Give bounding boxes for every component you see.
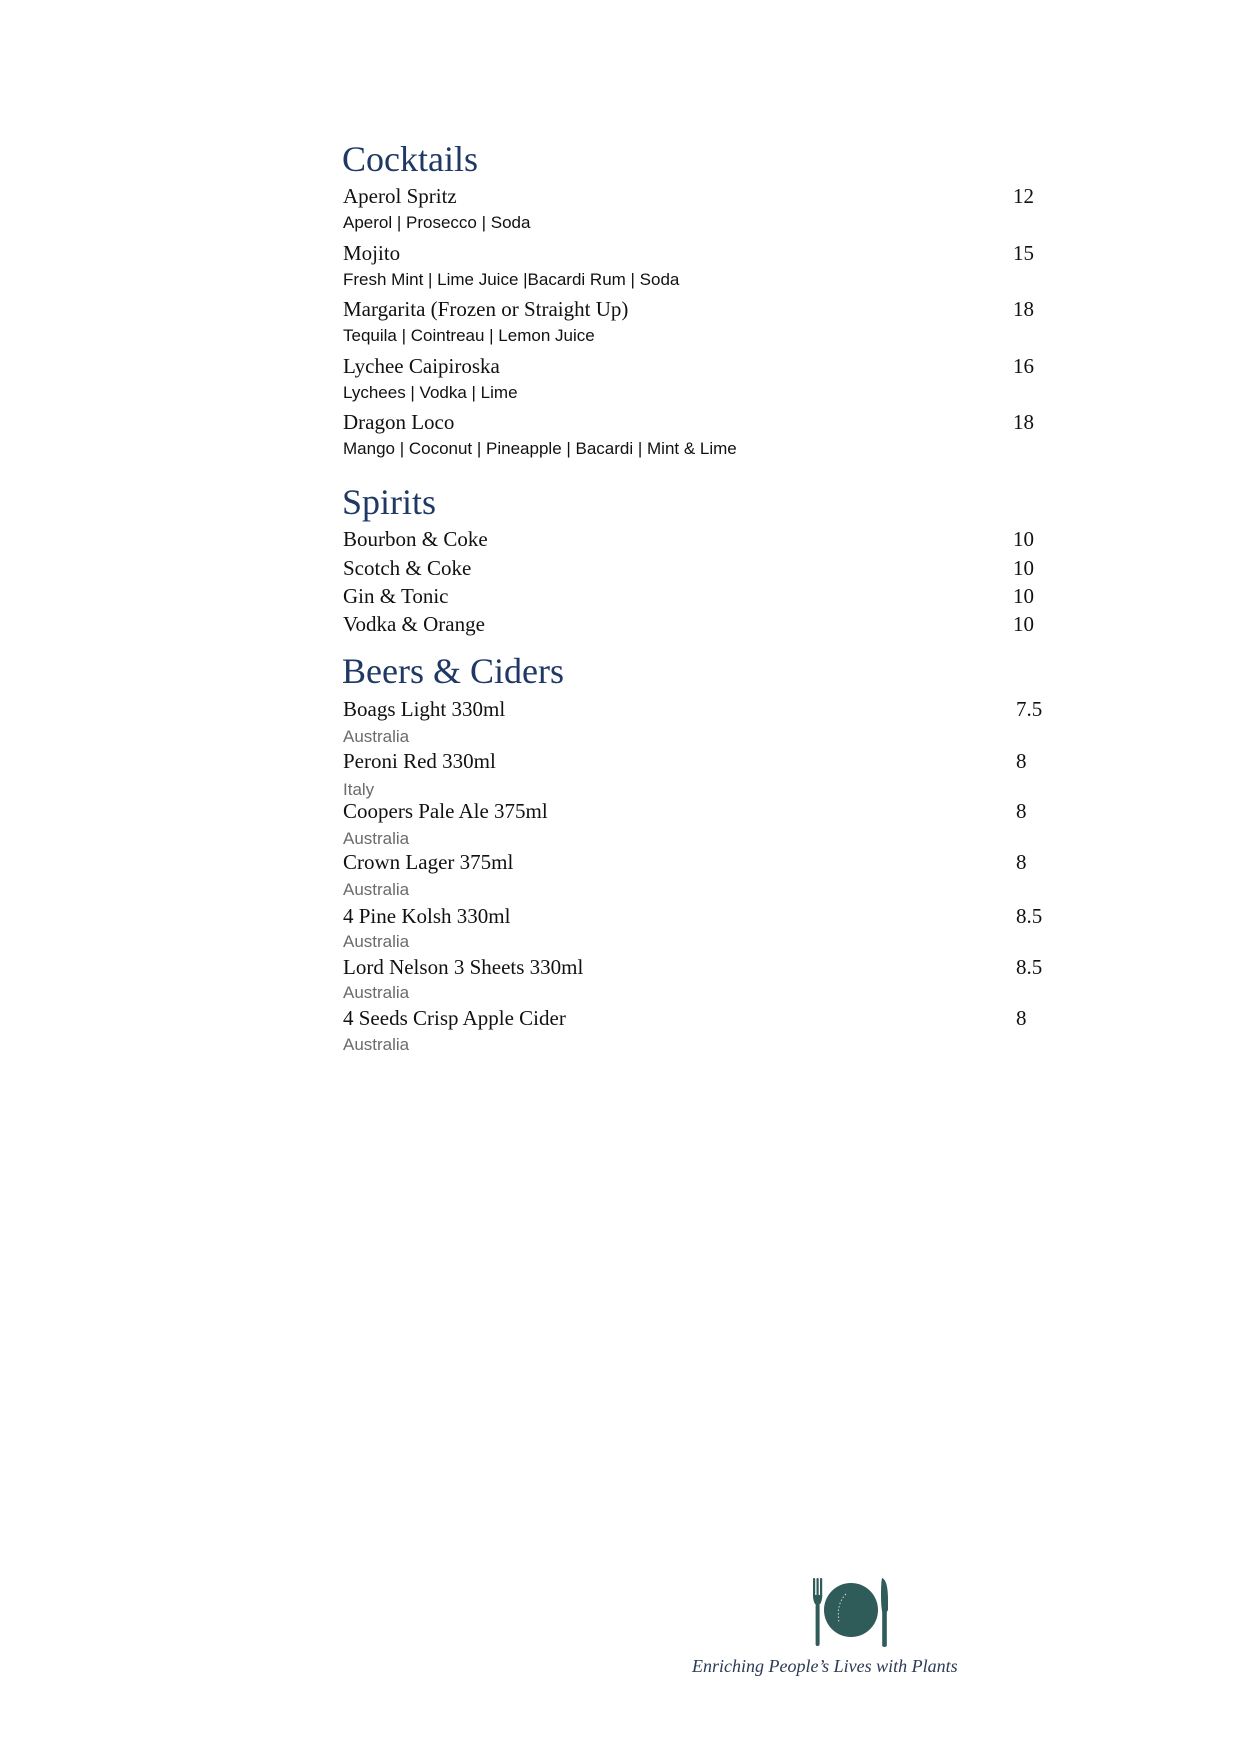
menu-item-name: Margarita (Frozen or Straight Up)	[343, 297, 629, 321]
section-heading-cocktails: Cocktails	[342, 139, 478, 179]
menu-item-name: Boags Light 330ml	[343, 697, 506, 721]
menu-item-price: 8	[1016, 799, 1027, 823]
menu-item-name: Peroni Red 330ml	[343, 749, 496, 773]
menu-item-name: Vodka & Orange	[343, 612, 485, 636]
menu-item-price: 15	[1013, 241, 1034, 265]
menu-item-description: Lychees | Vodka | Lime	[343, 383, 518, 402]
menu-item-price: 8.5	[1016, 904, 1043, 928]
menu-item-origin: Australia	[343, 932, 410, 951]
menu-item-origin: Australia	[343, 983, 410, 1002]
menu-item-origin: Australia	[343, 1035, 410, 1054]
menu-item-description: Aperol | Prosecco | Soda	[343, 213, 531, 232]
menu-item-origin: Australia	[343, 880, 410, 899]
footer-tagline: Enriching People’s Lives with Plants	[692, 1656, 958, 1676]
menu-item-name: Dragon Loco	[343, 410, 455, 434]
menu-item-origin: Italy	[343, 780, 375, 799]
menu-item-price: 10	[1013, 584, 1034, 608]
menu-item-price: 8	[1016, 1006, 1027, 1030]
menu-item-name: 4 Seeds Crisp Apple Cider	[343, 1006, 566, 1030]
menu-item-price: 7.5	[1016, 697, 1043, 721]
menu-item-price: 16	[1013, 354, 1034, 378]
menu-item-name: Coopers Pale Ale 375ml	[343, 799, 548, 823]
menu-item-price: 10	[1013, 612, 1034, 636]
menu-item-price: 8.5	[1016, 955, 1043, 979]
menu-item-price: 10	[1013, 527, 1034, 551]
menu-item-name: Lychee Caipiroska	[343, 354, 500, 378]
menu-item-price: 18	[1013, 410, 1034, 434]
menu-item-price: 12	[1013, 184, 1034, 208]
menu-item-name: Mojito	[343, 241, 401, 265]
menu-item-price: 18	[1013, 297, 1034, 321]
plate-fork-knife-icon	[808, 1576, 894, 1650]
menu-item-name: Crown Lager 375ml	[343, 850, 514, 874]
menu-item-name: Lord Nelson 3 Sheets 330ml	[343, 955, 584, 979]
menu-item-name: Gin & Tonic	[343, 584, 449, 608]
menu-item-origin: Australia	[343, 727, 410, 746]
menu-item-name: Bourbon & Coke	[343, 527, 488, 551]
menu-item-name: Scotch & Coke	[343, 556, 472, 580]
menu-item-name: 4 Pine Kolsh 330ml	[343, 904, 511, 928]
menu-item-name: Aperol Spritz	[343, 184, 457, 208]
menu-item-price: 10	[1013, 556, 1034, 580]
section-heading-beers-ciders: Beers & Ciders	[342, 651, 564, 691]
menu-item-price: 8	[1016, 749, 1027, 773]
menu-item-description: Tequila | Cointreau | Lemon Juice	[343, 326, 595, 345]
section-heading-spirits: Spirits	[342, 482, 437, 522]
menu-item-price: 8	[1016, 850, 1027, 874]
menu-item-description: Fresh Mint | Lime Juice |Bacardi Rum | Soda	[343, 270, 680, 289]
menu-item-description: Mango | Coconut | Pineapple | Bacardi | Mint & Lime	[343, 439, 737, 458]
menu-item-origin: Australia	[343, 829, 410, 848]
